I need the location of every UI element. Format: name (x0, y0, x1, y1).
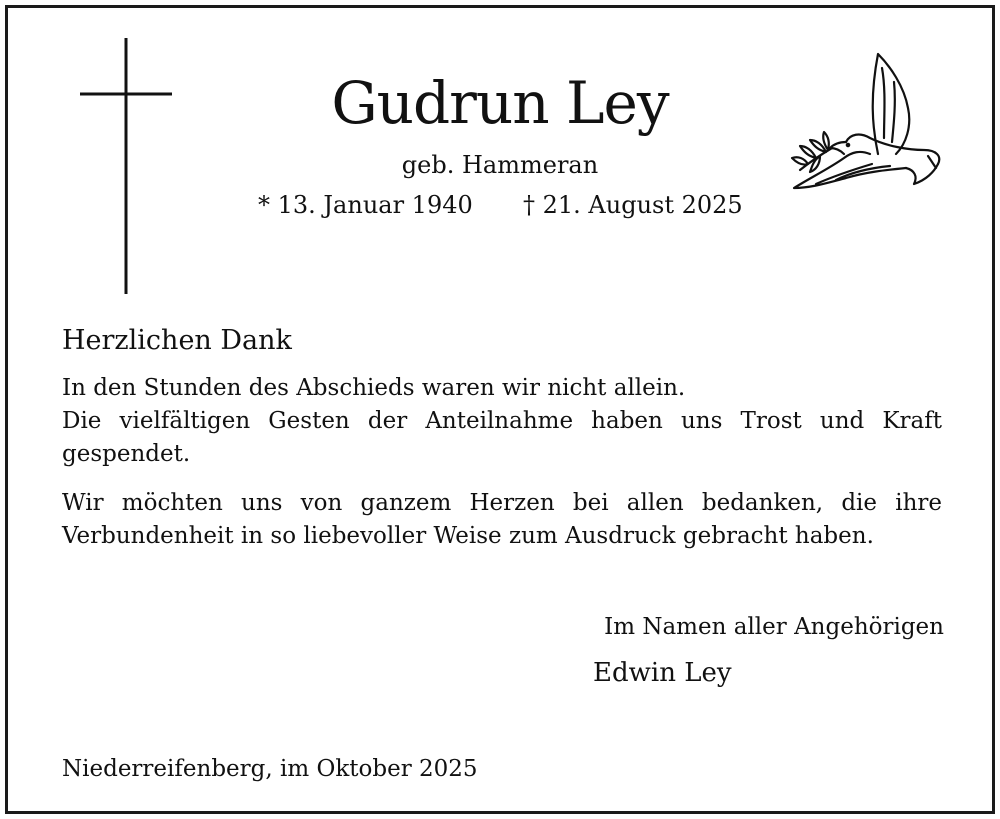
obituary-frame (5, 5, 995, 814)
thanks-heading: Herzlichen Dank (62, 325, 292, 356)
deceased-name: Gudrun Ley (331, 69, 669, 137)
death-date: † 21. August 2025 (523, 191, 743, 219)
paragraph-1-line-1: In den Stunden des Abschieds waren wir nicht allein. (62, 375, 686, 401)
on-behalf-line: Im Namen aller Angehörigen (604, 614, 944, 640)
paragraph-1-line-2: Die vielfältigen Gesten der Anteilnahme haben uns Trost und Kraft gespendet. (62, 408, 942, 467)
signer-name: Edwin Ley (593, 658, 732, 688)
birth-date: * 13. Januar 1940 (258, 191, 473, 219)
thanks-paragraph-1 (62, 372, 942, 471)
place-and-date: Niederreifenberg, im Oktober 2025 (62, 756, 478, 782)
maiden-name: geb. Hammeran (401, 151, 599, 179)
thanks-paragraph-2: Wir möchten uns von ganzem Herzen bei allen bedanken, die ihre Verbundenheit in so liebevoller Weise zum Ausdruck gebracht haben. (62, 490, 942, 549)
